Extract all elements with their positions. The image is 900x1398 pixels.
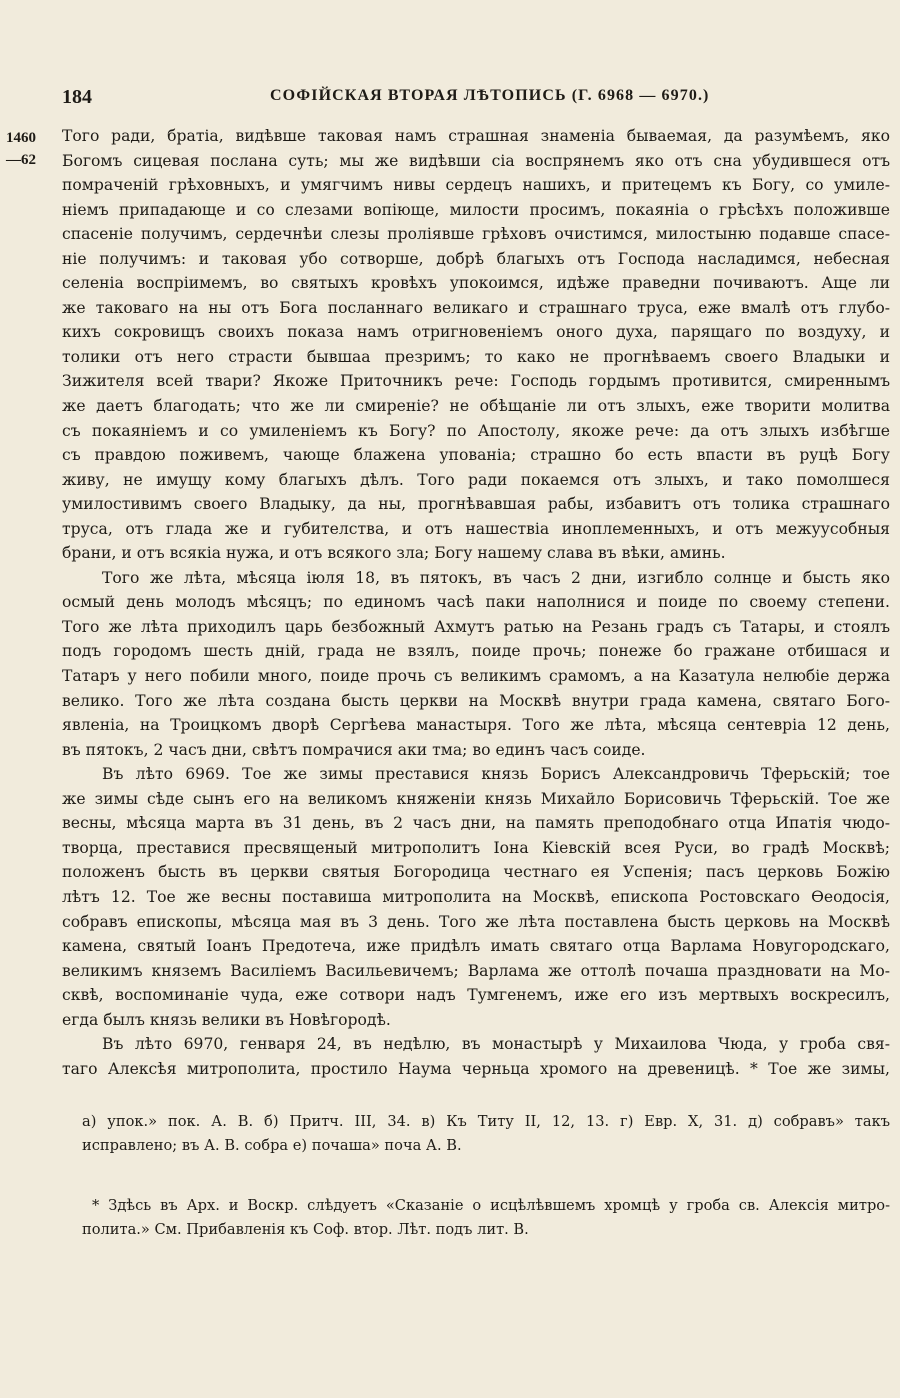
text-line: же даетъ благодать; что же ли смиреніе? не обѣщаніе ли отъ злыхъ, еже творити молитва xyxy=(62,397,890,416)
footnote-line: а) упок.» пок. А. В. б) Притч. III, 34. в) Къ Титу II, 12, 13. г) Евр. X, 31. д) собравъ» такъ xyxy=(82,1113,890,1130)
text-line: сквѣ, воспоминаніе чуда, еже сотвори надъ Тумгенемъ, иже его изъ мертвыхъ воскресилъ, xyxy=(62,986,890,1005)
text-line: живу, не имущу кому благыхъ дѣлъ. Того ради покаемся отъ злыхъ, и тако помолшеся xyxy=(62,470,890,489)
text-line: лѣтъ 12. Тое же весны поставиша митрополита на Москвѣ, епископа Ростовскаго Ѳеодосія, xyxy=(62,887,890,906)
text-line: селеніа воспріимемъ, во святыхъ кровѣхъ упокоимся, идѣже праведни почиваютъ. Аще ли xyxy=(62,274,890,293)
text-line: помраченій грѣховныхъ, и умягчимъ нивы сердецъ нашихъ, и притецемъ къ Богу, со умиле- xyxy=(62,176,890,195)
text-line: собравъ епископы, мѣсяца мая въ 3 день. Того же лѣта поставлена бысть церковь на Москвѣ xyxy=(62,912,890,931)
page-number: 184 xyxy=(62,86,92,108)
text-line: весны, мѣсяца марта въ 31 день, въ 2 часъ дни, на память преподобнаго отца Ипатія чюдо- xyxy=(62,814,890,833)
text-line: таго Алексѣя митрополита, простило Наума черньца хромого на древеницѣ. * Тое же зимы, xyxy=(62,1059,890,1078)
text-line: Зижителя всей твари? Якоже Приточникъ рече: Господь гордымъ противится, смиреннымъ xyxy=(62,372,890,391)
text-line: Того ради, братіа, видѣвше таковая намъ страшная знаменіа бываемая, да разумѣемъ, яко xyxy=(62,127,890,145)
text-line: Того же лѣта, мѣсяца іюля 18, въ пятокъ, въ часъ 2 дни, изгибло солнце и бысть яко xyxy=(102,568,890,587)
text-line: въ пятокъ, 2 часъ дни, свѣтъ помрачися аки тма; во единъ часъ соиде. xyxy=(62,740,646,759)
text-line: велико. Того же лѣта создана бысть церкви на Москвѣ внутри града камена, святаго Бого- xyxy=(62,691,890,710)
editor-note xyxy=(82,1194,890,1242)
text-line: явленіа, на Троицкомъ дворѣ Сергѣева манастыря. Того же лѣта, мѣсяца сентевріа 12 день, xyxy=(62,716,890,735)
text-line: осмый день молодъ мѣсяцъ; по единомъ часѣ паки наполнися и поиде по своему степени. xyxy=(62,593,890,612)
text-line: же таковаго на ны отъ Бога посланнаго великаго и страшнаго труса, еже вмалѣ отъ глубо- xyxy=(62,298,890,317)
text-line: Въ лѣто 6969. Тое же зимы преставися князь Борисъ Александровичь Тферьскій; тое xyxy=(102,765,890,784)
chronicle-text xyxy=(62,124,890,1081)
text-line: умилостивимъ своего Владыку, да ны, прогнѣвавшая рабы, избавитъ отъ толика страшнаго xyxy=(62,495,890,514)
running-title: СОФІЙСКАЯ ВТОРАЯ ЛѢТОПИСЬ (Г. 6968 — 6970.) xyxy=(270,87,710,104)
margin-year-end: —62 xyxy=(6,152,36,168)
text-line: Богомъ сицевая послана суть; мы же видѣвши сіа воспрянемъ яко отъ сна убудившеся отъ xyxy=(62,151,890,170)
text-line: кихъ сокровищъ своихъ показа намъ отригновеніемъ оного духа, парящаго по воздуху, и xyxy=(62,323,890,342)
text-line: брани, и отъ всякіа нужа, и отъ всякого зла; Богу нашему слава въ вѣки, аминь. xyxy=(62,544,726,563)
text-line: спасеніе получимъ, сердечнѣи слезы проліявше грѣховъ очистимся, милостыню подавше спасе- xyxy=(62,225,890,244)
text-line: Татаръ у него побили много, поиде прочь съ великимъ срамомъ, а на Казатула нелюбіе держа xyxy=(62,667,890,686)
footnote-line: исправлено; въ А. В. собра е) почаша» поча А. В. xyxy=(82,1137,462,1154)
text-line: великимъ княземъ Василіемъ Васильевичемъ; Варлама же оттолѣ почаша праздновати на Мо- xyxy=(62,961,890,980)
footnotes xyxy=(82,1110,890,1158)
text-line: съ правдою поживемъ, чающе блажена упованіа; страшно бо есть впасти въ руцѣ Богу xyxy=(62,446,890,465)
text-line: творца, преставися пресвященый митрополитъ Іона Кіевскій всея Руси, во градѣ Москвѣ; xyxy=(62,838,890,857)
text-line: съ покаяніемъ и со умиленіемъ къ Богу? по Апостолу, якоже рече: да отъ злыхъ избѣгше xyxy=(62,421,890,440)
text-line: егда былъ князь велики въ Новѣгородѣ. xyxy=(62,1010,391,1029)
text-line: Того же лѣта приходилъ царь безбожный Ахмутъ ратью на Резань градъ съ Татары, и стоялъ xyxy=(62,617,890,636)
text-line: камена, святый Іоанъ Предотеча, иже придѣлъ имать святаго отца Варлама Новугородскаго, xyxy=(62,937,890,956)
text-line: положенъ бысть въ церкви святыя Богородица честнаго ея Успенія; пасъ церковь Божію xyxy=(62,863,890,882)
text-line: же зимы сѣде сынъ его на великомъ княженіи князь Михайло Борисовичь Тферьскій. Тое же xyxy=(62,789,890,808)
text-line: ніе получимъ: и таковая убо сотворше, добрѣ благыхъ отъ Господа насладимся, небесная xyxy=(62,249,890,268)
text-line: толики отъ него страсти бывшаа презримъ; то како не прогнѣваемъ своего Владыки и xyxy=(62,347,890,366)
editor-note-line: * Здѣсь въ Арх. и Воскр. слѣдуетъ «Сказаніе о исцѣлѣвшемъ хромцѣ у гроба св. Алексія митро- xyxy=(92,1197,890,1214)
text-line: ніемъ припадающе и со слезами вопіюще, милости просимъ, покаяніа о грѣсѣхъ положивше xyxy=(62,200,890,219)
text-line: труса, отъ глада же и губителства, и отъ нашествіа иноплеменныхъ, и отъ межуусобныя xyxy=(62,519,890,538)
page-header xyxy=(62,86,890,116)
text-line: Въ лѣто 6970, генваря 24, въ недѣлю, въ монастырѣ у Михаилова Чюда, у гроба свя- xyxy=(102,1035,890,1054)
footnote-divider xyxy=(62,1094,890,1095)
text-line: подъ городомъ шесть дній, града не взялъ, поиде прочь; понеже бо гражане отбишася и xyxy=(62,642,890,661)
margin-year-start: 1460 xyxy=(6,130,36,146)
editor-note-line: полита.» См. Прибавленія къ Соф. втор. Лѣт. подъ лит. В. xyxy=(82,1221,529,1238)
